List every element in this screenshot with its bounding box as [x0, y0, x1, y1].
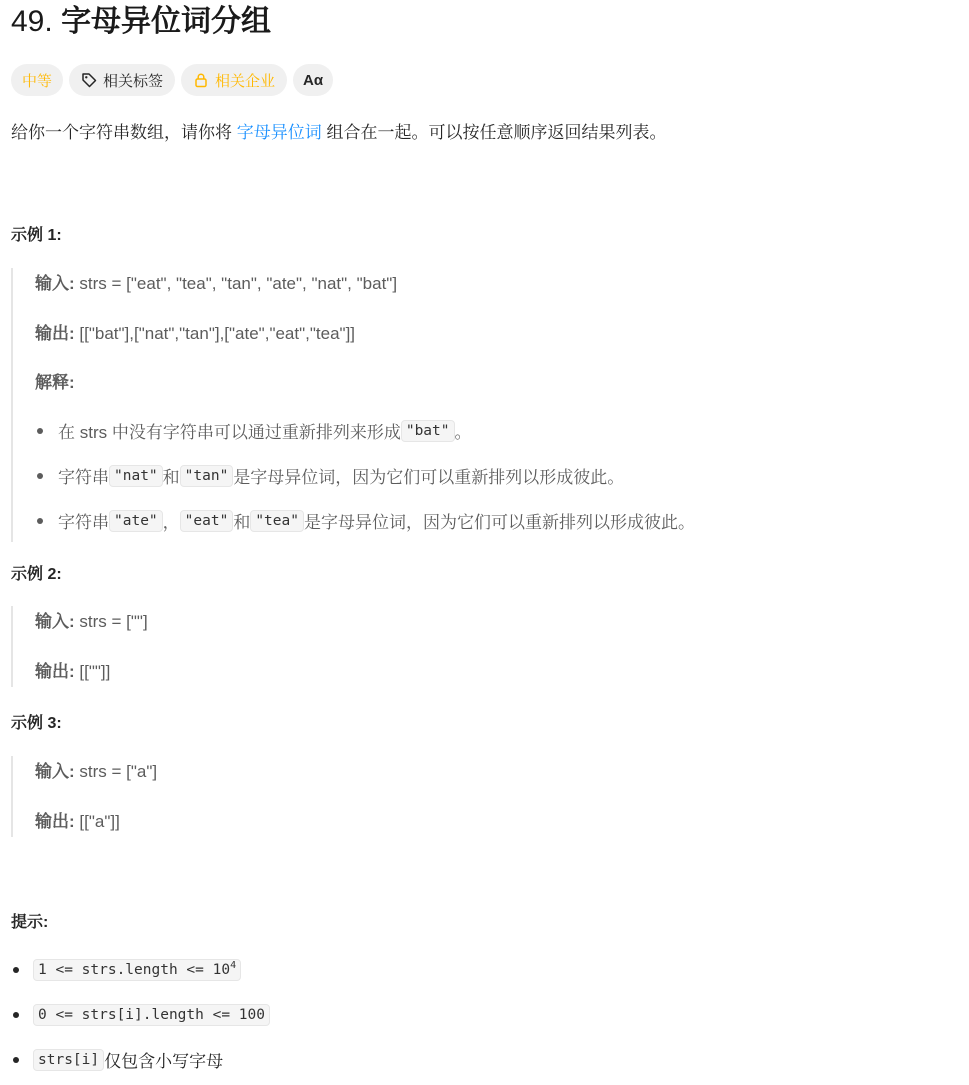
translate-button[interactable]: [293, 64, 333, 96]
difficulty-label: 中等: [22, 72, 53, 90]
page-title: [11, 2, 271, 42]
bullet-dot: [13, 967, 19, 973]
explanation-text: 和: [162, 468, 180, 487]
inline-code: "bat": [401, 420, 455, 442]
lock-icon: [193, 72, 209, 88]
example-1-output: [35, 322, 355, 346]
description-text: 给你一个字符串数组，请你将: [11, 123, 237, 142]
output-label: 输出:: [35, 662, 75, 681]
output-value: [["bat"],["nat","tan"],["ate","eat","tea"]]: [79, 324, 356, 343]
hint-text: 仅包含小写字母: [104, 1052, 224, 1071]
companies-tag-label: 相关企业: [215, 72, 276, 90]
inline-code: "eat": [180, 510, 234, 532]
inline-code: strs[i]: [33, 1049, 104, 1071]
hint-item: [11, 959, 241, 981]
bullet-dot: [37, 518, 43, 524]
bullet-dot: [13, 1012, 19, 1018]
explanation-label: 解释:: [35, 373, 75, 392]
bullet-dot: [37, 473, 43, 479]
example-1-block: [11, 268, 951, 542]
problem-description: [11, 120, 666, 146]
list-item: [35, 463, 624, 488]
input-label: 输入:: [35, 612, 75, 631]
explanation-text: 在 strs 中没有字符串可以通过重新排列来形成: [58, 423, 401, 442]
tag-icon: [81, 72, 97, 88]
topics-tag-button[interactable]: [69, 64, 175, 96]
bullet-dot: [13, 1057, 19, 1063]
inline-code: 0 <= strs[i].length <= 100: [33, 1004, 270, 1026]
tag-bar: [11, 64, 333, 96]
input-label: 输入:: [35, 762, 75, 781]
explanation-text: ，: [162, 513, 180, 532]
hints-title: 提示:: [11, 914, 49, 931]
explanation-text: 字符串: [58, 468, 109, 487]
hint-item: [11, 1004, 270, 1026]
explanation-text: 是字母异位词，因为它们可以重新排列以形成彼此。: [303, 513, 695, 532]
difficulty-badge[interactable]: [11, 64, 63, 96]
explanation-text: 。: [454, 423, 472, 442]
inline-code: "tan": [180, 465, 234, 487]
problem-title: 字母异位词分组: [61, 5, 272, 38]
list-item: [35, 508, 695, 533]
topics-tag-label: 相关标签: [103, 72, 164, 90]
explanation-text: 和: [233, 513, 251, 532]
inline-code: "ate": [109, 510, 163, 532]
output-value: [[""]]: [79, 662, 111, 681]
input-value: strs = [""]: [79, 612, 148, 631]
hint-code: 1 <= strs.length <= 10: [38, 962, 231, 978]
inline-code: "nat": [109, 465, 163, 487]
list-item: [35, 418, 472, 443]
bullet-dot: [37, 428, 43, 434]
input-value: strs = ["eat", "tea", "tan", "ate", "nat", "bat"]: [79, 274, 398, 293]
anagram-link[interactable]: 字母异位词: [236, 123, 322, 142]
output-label: 输出:: [35, 324, 75, 343]
hint-item: [11, 1047, 223, 1072]
input-value: strs = ["a"]: [79, 762, 158, 781]
translate-icon: Aα: [303, 71, 324, 89]
example-1-explanation-label: [35, 371, 75, 395]
problem-number: 49.: [11, 5, 53, 38]
inline-code: "tea": [250, 510, 304, 532]
example-1-input: [35, 272, 397, 296]
output-label: 输出:: [35, 812, 75, 831]
description-text-end: 组合在一起。可以按任意顺序返回结果列表。: [321, 123, 667, 142]
example-2-block: [11, 606, 951, 687]
example-2-input: [35, 610, 148, 634]
example-2-output: [35, 660, 110, 684]
inline-code: [33, 959, 241, 981]
example-3-output: [35, 810, 120, 834]
example-2-title: 示例 2:: [11, 566, 62, 583]
input-label: 输入:: [35, 274, 75, 293]
companies-tag-button[interactable]: [181, 64, 287, 96]
hint-exponent: 4: [230, 960, 237, 972]
example-3-input: [35, 760, 157, 784]
explanation-text: 字符串: [58, 513, 109, 532]
example-1-title: 示例 1:: [11, 227, 62, 244]
explanation-text: 是字母异位词，因为它们可以重新排列以形成彼此。: [233, 468, 625, 487]
output-value: [["a"]]: [79, 812, 120, 831]
example-3-title: 示例 3:: [11, 715, 62, 732]
